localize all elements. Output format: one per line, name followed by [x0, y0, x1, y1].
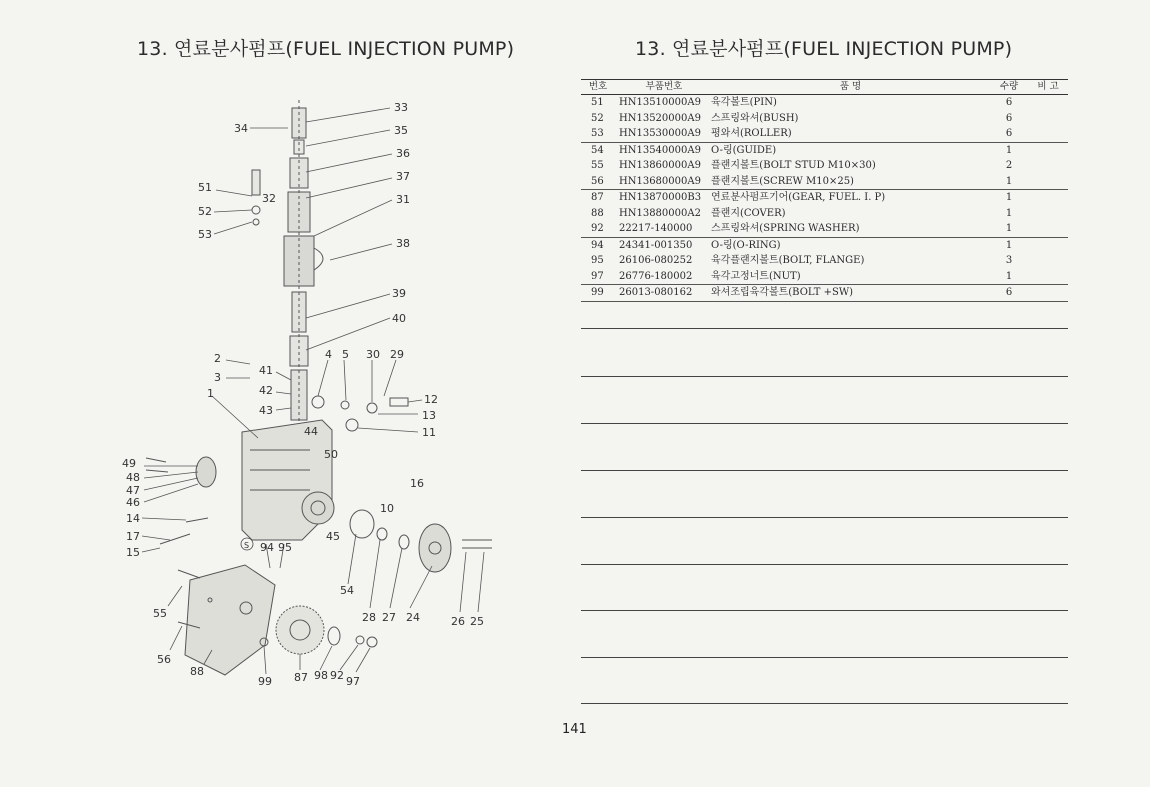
page-number: 141 [562, 722, 587, 737]
cell-part: HN13520000A9 [619, 112, 701, 124]
cell-name: 육각고정너트(NUT) [711, 270, 801, 282]
cell-part: HN13880000A2 [619, 207, 701, 219]
cell-remarks [1028, 143, 1068, 159]
callout-48: 48 [126, 471, 140, 484]
table-row [581, 111, 1068, 127]
cell-remarks [1028, 238, 1068, 254]
blank-rule [581, 423, 1068, 424]
callout-56: 56 [157, 653, 171, 666]
cell-qty: 1 [1005, 144, 1013, 156]
cell-name: O-링(O-RING) [711, 239, 781, 251]
callout-25: 25 [470, 615, 484, 628]
callout-34: 34 [234, 122, 248, 135]
page-title-right: 13. 연료분사펌프(FUEL INJECTION PUMP) [635, 38, 1013, 60]
exploded-parts-diagram [0, 0, 565, 787]
callout-51: 51 [198, 181, 212, 194]
cell-remarks [1028, 158, 1068, 174]
right-page [562, 0, 1150, 787]
callout-31: 31 [396, 193, 410, 206]
callout-49: 49 [122, 457, 136, 470]
cell-no: 99 [591, 287, 604, 298]
callout-11: 11 [422, 426, 436, 439]
cell-no: 54 [591, 144, 604, 156]
callout-47: 47 [126, 484, 140, 497]
cell-no: 94 [591, 239, 604, 251]
callout-46: 46 [126, 496, 140, 509]
blank-rule [581, 564, 1068, 565]
header-part: 부품번호 [645, 81, 683, 92]
callout-10: 10 [380, 502, 394, 515]
cell-remarks [1028, 174, 1068, 190]
cell-remarks [1028, 111, 1068, 127]
cell-qty: 6 [1005, 97, 1013, 108]
cell-name: 연료분사펌프기어(GEAR, FUEL. I. P) [711, 192, 886, 203]
callout-38: 38 [396, 237, 410, 250]
callout-30: 30 [366, 348, 380, 361]
callout-94: 94 [260, 541, 274, 554]
cell-qty: 1 [1005, 175, 1013, 187]
cell-name: O-링(GUIDE) [711, 144, 777, 156]
callout-92: 92 [330, 669, 344, 682]
cell-part: HN13870000B3 [619, 192, 702, 203]
cell-name: 평와셔(ROLLER) [711, 128, 792, 139]
callout-54: 54 [340, 584, 354, 597]
cell-remarks [1028, 190, 1068, 206]
cell-remarks [1028, 126, 1068, 142]
header-qty: 수량 [999, 81, 1019, 92]
callout-50: 50 [324, 448, 338, 461]
cell-remarks [1028, 285, 1068, 301]
cell-name: 플랜지볼트(BOLT STUD M10×30) [711, 160, 876, 171]
table-row [581, 95, 1068, 111]
callout-36: 36 [396, 147, 410, 160]
callout-1: 1 [207, 387, 214, 400]
blank-rule [581, 657, 1068, 658]
callout-99: 99 [258, 675, 272, 688]
blank-rule [581, 610, 1068, 611]
cell-name: 와셔조립육각볼트(BOLT +SW) [711, 287, 853, 298]
cell-qty: 6 [1005, 128, 1013, 139]
callout-33: 33 [394, 101, 408, 114]
table-row [581, 206, 1068, 222]
table-row [581, 174, 1068, 191]
callout-39: 39 [392, 287, 406, 300]
cell-qty: 1 [1005, 207, 1013, 219]
callout-16: 16 [410, 477, 424, 490]
cell-qty: 6 [1005, 112, 1013, 124]
callout-14: 14 [126, 512, 140, 525]
table-row [581, 253, 1068, 269]
cell-remarks [1028, 221, 1068, 237]
callout-15: 15 [126, 546, 140, 559]
table-row [581, 126, 1068, 143]
cell-no: 55 [591, 160, 604, 171]
svg-text:S: S [244, 541, 250, 550]
cell-qty: 6 [1005, 287, 1013, 298]
cell-part: 24341-001350 [619, 239, 693, 251]
cell-qty: 1 [1005, 223, 1013, 234]
table-row [581, 158, 1068, 174]
header-no: 번호 [588, 81, 608, 92]
cell-part: 26106-080252 [619, 255, 693, 266]
table-row [581, 143, 1068, 159]
cell-name: 플랜지볼트(SCREW M10×25) [711, 175, 854, 187]
callout-45: 45 [326, 530, 340, 543]
callout-42: 42 [259, 384, 273, 397]
cell-name: 스프링와셔(SPRING WASHER) [711, 223, 860, 234]
cell-qty: 1 [1005, 270, 1013, 282]
cell-no: 56 [591, 175, 604, 187]
callout-3: 3 [214, 371, 221, 384]
callout-40: 40 [392, 312, 406, 325]
cell-name: 플랜지(COVER) [711, 207, 786, 219]
cell-part: 22217-140000 [619, 223, 693, 234]
callout-13: 13 [422, 409, 436, 422]
cell-no: 87 [591, 192, 604, 203]
cell-part: HN13860000A9 [619, 160, 701, 171]
cell-qty: 1 [1005, 192, 1013, 203]
cell-remarks [1028, 253, 1068, 269]
callout-43: 43 [259, 404, 273, 417]
cell-part: HN13540000A9 [619, 144, 701, 156]
cell-remarks [1028, 269, 1068, 285]
cell-no: 95 [591, 255, 604, 266]
cell-part: HN13680000A9 [619, 175, 701, 187]
cell-qty: 3 [1005, 255, 1013, 266]
cell-remarks [1028, 95, 1068, 111]
parts-table [581, 79, 1068, 302]
callout-44: 44 [304, 425, 318, 438]
cell-part: 26776-180002 [619, 270, 693, 282]
page-title-left: 13. 연료분사펌프(FUEL INJECTION PUMP) [137, 38, 515, 60]
callout-37: 37 [396, 170, 410, 183]
header-name: 품 명 [839, 81, 862, 92]
cell-no: 52 [591, 112, 604, 124]
callout-97: 97 [346, 675, 360, 688]
callout-32: 32 [262, 192, 276, 205]
callout-29: 29 [390, 348, 404, 361]
cell-remarks [1028, 206, 1068, 222]
cell-part: HN13530000A9 [619, 128, 701, 139]
callout-5: 5 [342, 348, 349, 361]
callout-87: 87 [294, 671, 308, 684]
cell-qty: 2 [1005, 160, 1013, 171]
callout-26: 26 [451, 615, 465, 628]
blank-rule [581, 517, 1068, 518]
blank-rule [581, 470, 1068, 471]
cell-no: 53 [591, 128, 604, 139]
cell-no: 51 [591, 97, 604, 108]
callout-12: 12 [424, 393, 438, 406]
cell-no: 88 [591, 207, 604, 219]
cell-part: 26013-080162 [619, 287, 693, 298]
table-row [581, 285, 1068, 302]
header-remarks: 비 고 [1037, 81, 1059, 92]
callout-98: 98 [314, 669, 328, 682]
cell-qty: 1 [1005, 239, 1013, 251]
callout-55: 55 [153, 607, 167, 620]
table-header [581, 79, 1068, 95]
table-row [581, 221, 1068, 238]
table-row [581, 190, 1068, 206]
blank-rule [581, 376, 1068, 377]
table-row [581, 269, 1068, 286]
callout-35: 35 [394, 124, 408, 137]
blank-rule [581, 328, 1068, 329]
callout-53: 53 [198, 228, 212, 241]
cell-name: 육각볼트(PIN) [711, 97, 777, 108]
callout-95: 95 [278, 541, 292, 554]
callout-41: 41 [259, 364, 273, 377]
callout-28: 28 [362, 611, 376, 624]
blank-rule [581, 703, 1068, 704]
cell-no: 97 [591, 270, 604, 282]
callout-52: 52 [198, 205, 212, 218]
cell-name: 육각플랜지볼트(BOLT, FLANGE) [711, 255, 865, 266]
callout-24: 24 [406, 611, 420, 624]
left-page [0, 0, 565, 787]
cell-name: 스프링와셔(BUSH) [711, 112, 799, 124]
callout-4: 4 [325, 348, 332, 361]
callout-17: 17 [126, 530, 140, 543]
callout-27: 27 [382, 611, 396, 624]
cell-no: 92 [591, 223, 604, 234]
callout-2: 2 [214, 352, 221, 365]
cell-part: HN13510000A9 [619, 97, 701, 108]
callout-88: 88 [190, 665, 204, 678]
table-row [581, 238, 1068, 254]
